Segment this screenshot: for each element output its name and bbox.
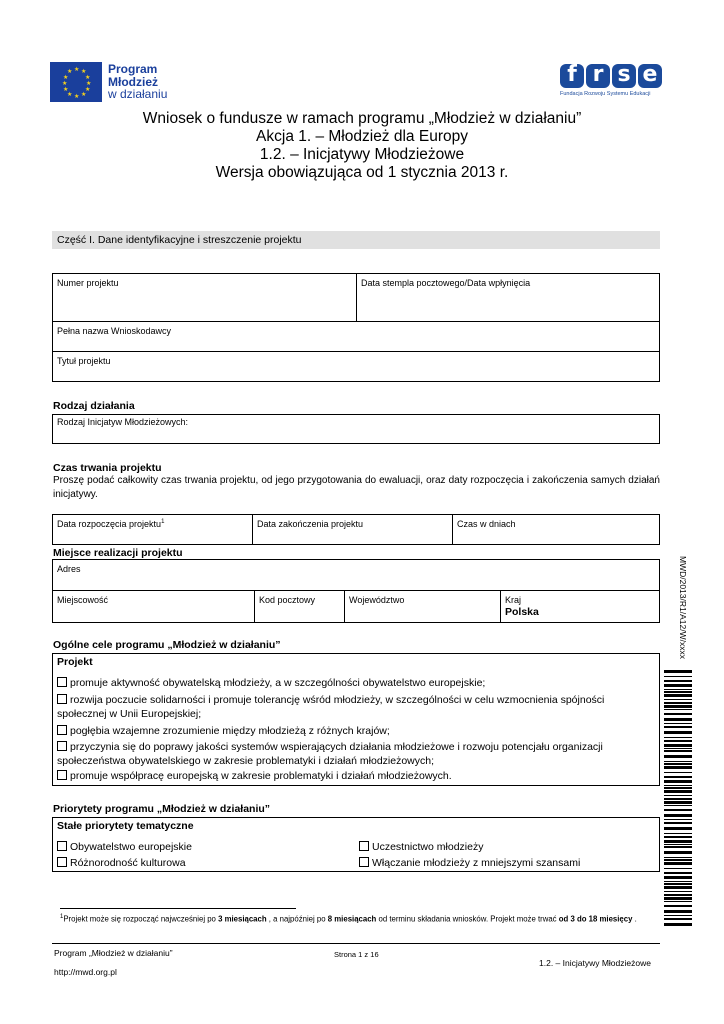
goals-heading: Ogólne cele programu „Młodzież w działaniu” <box>53 639 281 651</box>
goal-text: rozwija poczucie solidarności i promuje tolerancję wśród młodzieży, w szczególności w celu wzmocnienia spójności społecznej w Unii Europejskiej; <box>57 694 605 720</box>
footer-url[interactable]: http://mwd.org.pl <box>54 967 117 977</box>
barcode-icon <box>664 670 692 928</box>
country-label: Kraj <box>505 595 522 605</box>
part-heading: Część I. Dane identyfikacyjne i streszczenie projektu <box>52 231 660 249</box>
action-type-field[interactable]: Rodzaj Inicjatyw Młodzieżowych: <box>57 417 189 427</box>
action-type-heading: Rodzaj działania <box>53 400 135 412</box>
goal-item <box>57 769 653 783</box>
project-number-field[interactable]: Numer projektu <box>57 278 119 288</box>
applicant-name-field[interactable]: Pełna nazwa Wnioskodawcy <box>57 326 172 336</box>
title-line: Akcja 1. – Młodzież dla Europy <box>256 128 468 145</box>
footnote-text: Projekt może się rozpocząć najwcześniej po <box>63 914 219 924</box>
frse-letter: e <box>638 64 662 88</box>
footer-divider <box>52 943 660 944</box>
priority-text: Włączanie młodzieży z mniejszymi szansami <box>372 857 581 869</box>
footer-action: 1.2. – Inicjatywy Młodzieżowe <box>539 958 651 968</box>
goal-checkbox[interactable] <box>57 725 67 735</box>
priorities-box <box>52 817 660 872</box>
frse-letter: s <box>612 64 636 88</box>
end-date-field[interactable]: Data zakończenia projektu <box>257 519 364 529</box>
priority-text: Różnorodność kulturowa <box>70 857 186 869</box>
priority-text: Uczestnictwo młodzieży <box>372 841 484 853</box>
logo-line: w działaniu <box>108 87 168 102</box>
priority-item <box>57 840 337 854</box>
footnote-ref: 1 <box>161 519 165 525</box>
footnote-marker: 1 <box>60 914 64 920</box>
goal-text: przyczynia się do poprawy jakości systemów wspierających działania młodzieżowe i rozwoju potencjału organizacji społeczeństwa obywatelskiego w zakresie problematyki i działań młodzieżowych; <box>57 741 603 767</box>
footnote-text: . <box>632 914 637 924</box>
priorities-subheading: Stałe priorytety tematyczne <box>57 820 194 832</box>
footnote <box>60 912 660 925</box>
logo-line: Program <box>108 62 158 77</box>
logo-line: Młodzież <box>108 74 158 89</box>
duration-heading: Czas trwania projektu <box>53 462 162 474</box>
frse-letter: f <box>560 64 584 88</box>
goals-box <box>52 653 660 786</box>
duration-table <box>52 514 660 545</box>
title-line: Wniosek o fundusze w ramach programu „Młodzież w działaniu” <box>142 110 582 127</box>
voivodeship-field[interactable]: Województwo <box>349 595 405 605</box>
goal-checkbox[interactable] <box>57 741 67 751</box>
duration-instruction: Proszę podać całkowity czas trwania projektu, od jego przygotowania do ewaluacji, oraz daty rozpoczęcia i zakończenia samych działań inicjatywy. <box>53 475 660 500</box>
footnote-bold: 3 miesiącach <box>218 914 267 924</box>
priority-checkbox[interactable] <box>359 841 369 851</box>
postal-code-field[interactable]: Kod pocztowy <box>259 595 316 605</box>
goal-item <box>57 740 653 768</box>
title-line: Wersja obowiązująca od 1 stycznia 2013 r. <box>215 164 509 181</box>
priority-item <box>57 856 337 870</box>
program-logo-text <box>108 63 167 101</box>
document-title <box>0 110 724 182</box>
document-code: MWD/2013/R1/A12/W/xxxx <box>678 556 688 659</box>
country-field[interactable] <box>501 591 659 622</box>
goal-text: pogłębia wzajemne zrozumienie między młodzieżą z różnych krajów; <box>70 725 390 737</box>
footnote-text: od terminu składania wniosków. Projekt może trwać <box>376 914 559 924</box>
page-number: Strona 1 z 16 <box>334 950 379 959</box>
footnote-divider <box>60 908 296 909</box>
goal-text: promuje aktywność obywatelską młodzieży, a w szczególności obywatelstwo europejskie; <box>70 677 486 689</box>
priority-item <box>359 840 655 854</box>
footnote-bold: od 3 do 18 miesięcy <box>558 914 633 924</box>
footnote-bold: 8 miesiącach <box>327 914 377 924</box>
priority-checkbox[interactable] <box>57 841 67 851</box>
priority-checkbox[interactable] <box>359 857 369 867</box>
goal-checkbox[interactable] <box>57 677 67 687</box>
priority-text: Obywatelstwo europejskie <box>70 841 192 853</box>
start-date-label: Data rozpoczęcia projektu <box>57 519 162 529</box>
goal-checkbox[interactable] <box>57 694 67 704</box>
project-title-field[interactable]: Tytuł projektu <box>57 356 111 366</box>
start-date-field[interactable] <box>53 515 252 544</box>
frse-letter: r <box>586 64 610 88</box>
goal-item <box>57 724 653 738</box>
title-line: 1.2. – Inicjatywy Młodzieżowe <box>259 146 465 163</box>
frse-logo <box>560 64 664 100</box>
priorities-heading: Priorytety programu „Młodzież w działaniu” <box>53 803 271 815</box>
stamp-date-field[interactable]: Data stempla pocztowego/Data wpłynięcia <box>361 278 531 288</box>
identification-table <box>52 273 660 382</box>
goal-item <box>57 676 653 690</box>
goal-item <box>57 693 653 721</box>
country-value: Polska <box>505 606 539 618</box>
footer-program: Program „Młodzież w działaniu” <box>54 948 173 958</box>
goals-subheading: Projekt <box>57 656 93 668</box>
footnote-text: , a najpóźniej po <box>266 914 328 924</box>
action-type-box <box>52 414 660 444</box>
program-logo <box>50 62 180 102</box>
city-field[interactable]: Miejscowość <box>57 595 109 605</box>
frse-subtitle: Fundacja Rozwoju Systemu Edukacji <box>560 91 651 97</box>
location-heading: Miejsce realizacji projektu <box>53 547 183 559</box>
priority-checkbox[interactable] <box>57 857 67 867</box>
goal-text: promuje współpracę europejską w zakresie problematyki i działań młodzieżowych. <box>70 770 452 782</box>
days-field[interactable]: Czas w dniach <box>457 519 516 529</box>
priority-item <box>359 856 655 870</box>
location-table <box>52 559 660 623</box>
goal-checkbox[interactable] <box>57 770 67 780</box>
address-field[interactable]: Adres <box>57 564 81 574</box>
eu-flag-icon: ★ ★ ★ ★ ★ ★ ★ ★ ★ ★ ★ ★ <box>50 62 102 102</box>
